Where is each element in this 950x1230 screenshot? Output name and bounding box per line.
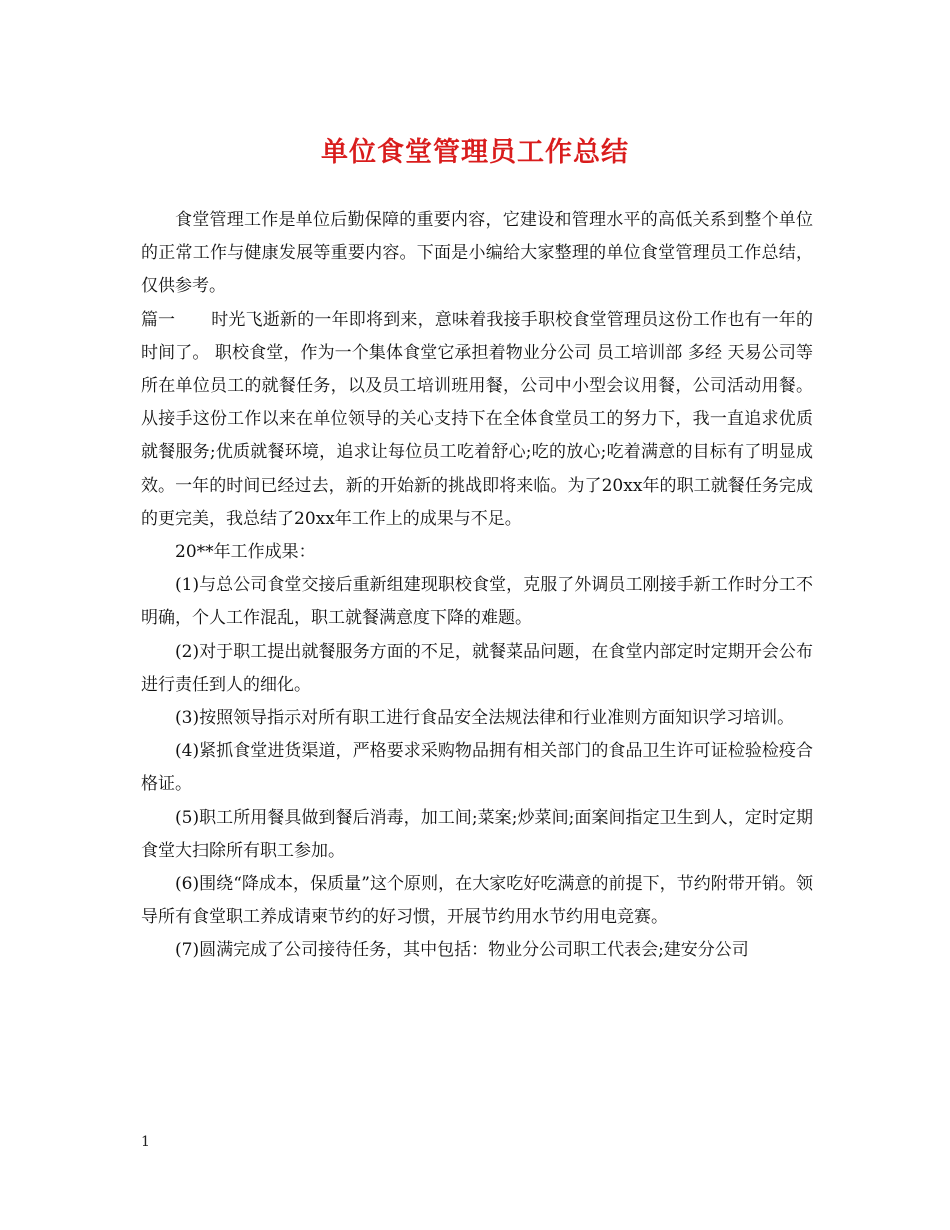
section-label: 篇一 — [141, 309, 175, 330]
achievement-item-4: (4)紧抓食堂进货渠道，严格要求采购物品拥有相关部门的食品卫生许可证检验检疫合格证。 — [141, 741, 813, 795]
achievement-item-7: (7)圆满完成了公司接待任务，其中包括：物业分公司职工代表会;建安分公司 — [175, 940, 749, 961]
intro-paragraph: 食堂管理工作是单位后勤保障的重要内容，它建设和管理水平的高低关系到整个单位的正常工作与健康发展等重要内容。下面是小编给大家整理的单位食堂管理员工作总结，仅供参考。 — [141, 210, 813, 297]
achievement-item-6: (6)围绕“降成本，保质量”这个原则，在大家吃好吃满意的前提下，节约附带开销。领导所有食堂职工养成请柬节约的好习惯，开展节约用水节约用电竞赛。 — [141, 874, 813, 928]
achievement-item-2: (2)对于职工提出就餐服务方面的不足，就餐菜品问题，在食堂内部定时定期开会公布 进行责任到人的细化。 — [141, 641, 813, 695]
page-title: 单位食堂管理员工作总结 — [321, 137, 629, 168]
document-body — [141, 204, 813, 968]
section-text: 时光飞逝新的一年即将到来，意味着我接手职校食堂管理员这份工作也有一年的时间了。 职校食堂，作为一个集体食堂它承担着物业分公司 员工培训部 多经 天易公司等所在单位员工的就餐任务，以及员工培训班用餐，公司中小型会议用餐，公司活动用餐。从接手这份工作以来在单位领导的关心支持下在全体食堂员工的努力下，我一直追求优质就餐服务;优质就餐环境，追求让每位员工吃着舒心;吃的放心;吃着满意的目标有了明显成效。一年的时间已经过去，新的开始新的挑战即将来临。为了20xx年的职工就餐任务完成的更完美，我总结了20xx年工作上的成果与不足。 — [141, 309, 813, 529]
section-paragraph — [141, 304, 813, 536]
achievements-heading: 20**年工作成果： — [175, 542, 316, 563]
achievement-item-3: (3)按照领导指示对所有职工进行食品安全法规法律和行业准则方面知识学习培训。 — [175, 708, 795, 729]
achievement-item-1: (1)与总公司食堂交接后重新组建现职校食堂，克服了外调员工刚接手新工作时分工不明确，个人工作混乱，职工就餐满意度下降的难题。 — [141, 575, 813, 629]
achievement-item-5: (5)职工所用餐具做到餐后消毒，加工间;菜案;炒菜间;面案间指定卫生到人，定时定期食堂大扫除所有职工参加。 — [141, 807, 813, 861]
page-number: 1 — [141, 1134, 150, 1150]
